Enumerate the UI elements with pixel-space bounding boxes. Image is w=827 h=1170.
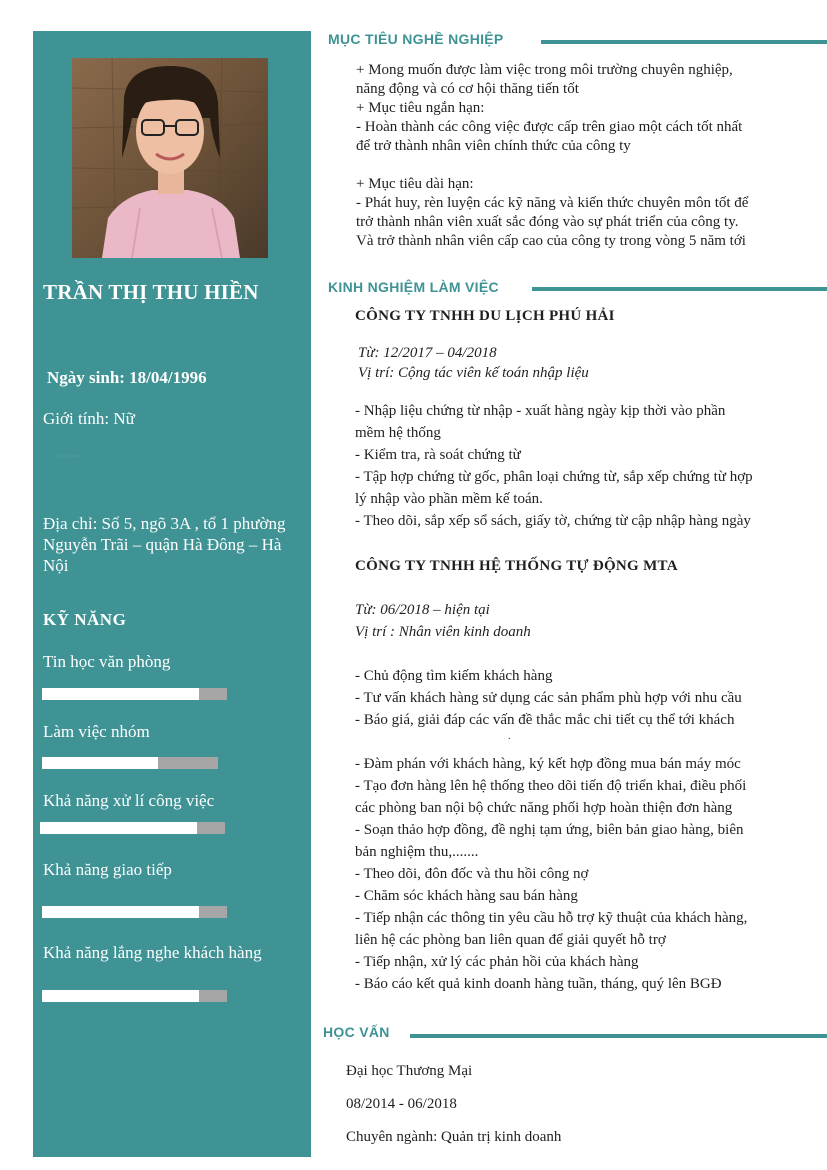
job-company: CÔNG TY TNHH HỆ THỐNG TỰ ĐỘNG MTA [355,558,678,574]
job-duty: các phòng ban nội bộ chức năng phối hợp hoàn thiện đơn hàng [355,800,733,816]
job-duty: mềm hệ thống [355,425,441,441]
job-duty: - Báo giá, giải đáp các vấn đề thắc mắc chi tiết cụ thể tới khách [355,712,735,728]
gender: Giới tính: Nữ [43,409,135,428]
job-duty: - Tư vấn khách hàng sử dụng các sản phẩm phù hợp với nhu cầu [355,690,742,706]
education-heading: HỌC VẤN [323,1024,390,1040]
job-duty: - Chủ động tìm kiếm khách hàng [355,668,553,684]
skill-bar-fill [42,757,158,769]
skill-bar-fill [42,906,199,918]
objective-heading: MỤC TIÊU NGHỀ NGHIỆP [328,31,504,47]
experience-heading: KINH NGHIỆM LÀM VIỆC [328,279,499,295]
job-duty: . [508,731,511,742]
job-position: Vị trí: Cộng tác viên kế toán nhập liệu [358,365,589,381]
skills-title: KỸ NĂNG [43,610,127,629]
skill-bar [42,757,218,769]
skill-bar-fill [42,688,199,700]
education-period: 08/2014 - 06/2018 [346,1096,457,1112]
job-duty: - Kiểm tra, rà soát chứng từ [355,447,521,463]
job-duty: - Chăm sóc khách hàng sau bán hàng [355,888,578,904]
job-duty: liên hệ các phòng ban liên quan để giải quyết hỗ trợ [355,932,666,948]
job-duty: - Tiếp nhận các thông tin yêu cầu hỗ trợ kỹ thuật của khách hàng, [355,910,748,926]
job-company: CÔNG TY TNHH DU LỊCH PHÚ HẢI [355,308,615,324]
date-of-birth: Ngày sinh: 18/04/1996 [47,368,207,387]
job-duty: - Tiếp nhận, xử lý các phản hồi của khách hàng [355,954,639,970]
skill-label: Làm việc nhóm [43,722,150,741]
faint-text: · · · · · [58,452,80,461]
job-duty: bản nghiệm thu,....... [355,844,479,860]
skill-label: Tin học văn phòng [43,652,171,671]
job-duty: - Theo dõi, sắp xếp sổ sách, giấy tờ, chứng từ cập nhập hàng ngày [355,513,751,529]
education-divider [410,1034,827,1038]
skill-label: Khả năng giao tiếp [43,860,172,879]
address: Địa chỉ: Số 5, ngõ 3A , tổ 1 phường Nguyễn Trãi – quận Hà Đông – Hà Nội [43,514,286,575]
job-duty: - Báo cáo kết quả kinh doanh hàng tuần, tháng, quý lên BGĐ [355,976,722,992]
job-period: Từ: 06/2018 – hiện tại [355,602,490,618]
job-duty: - Soạn thảo hợp đồng, đề nghị tạm ứng, biên bản giao hàng, biên [355,822,744,838]
skill-label: Khả năng lắng nghe khách hàng [43,943,262,962]
job-duty: - Tạo đơn hàng lên hệ thống theo dõi tiến độ triển khai, điều phối [355,778,747,794]
job-duty: lý nhập vào phần mềm kế toán. [355,491,543,507]
skill-bar [40,822,225,834]
job-position: Vị trí : Nhân viên kinh doanh [355,624,531,640]
job-period: Từ: 12/2017 – 04/2018 [358,345,497,361]
objective-text: + Mong muốn được làm việc trong môi trường chuyên nghiệp, năng động và có cơ hội thăng tiến tốt + Mục tiêu ngắn hạn: - Hoàn thành các công việc được cấp trên giao một cách tốt nhất để trở thành nhân viên chính thức của công ty + Mục tiêu dài hạn: - Phát huy, rèn luyện các kỹ năng và kiến thức chuyên môn tốt để trở thành nhân viên xuất sắc đóng vào sự phát triển của công ty. Và trở thành nhân viên cấp cao của công ty trong vòng 5 năm tới [356,62,749,249]
profile-photo [72,58,268,258]
skill-bar-fill [42,990,199,1002]
experience-divider [532,287,827,291]
skill-bar-fill [40,822,197,834]
job-duty: - Nhập liệu chứng từ nhập - xuất hàng ngày kịp thời vào phần [355,403,726,419]
education-major: Chuyên ngành: Quản trị kinh doanh [346,1129,562,1145]
job-duty: - Tập hợp chứng từ gốc, phân loại chứng từ, sắp xếp chứng từ hợp [355,469,753,485]
candidate-name: TRẦN THỊ THU HIỀN [43,280,259,304]
education-school: Đại học Thương Mại [346,1063,473,1079]
skill-bar [42,990,227,1002]
job-duty: - Theo dõi, đôn đốc và thu hồi công nợ [355,866,589,882]
skill-label: Khả năng xử lí công việc [43,791,215,810]
skill-bar [42,688,227,700]
objective-divider [541,40,827,44]
skill-bar [42,906,227,918]
job-duty: - Đàm phán với khách hàng, ký kết hợp đồng mua bán máy móc [355,756,741,772]
